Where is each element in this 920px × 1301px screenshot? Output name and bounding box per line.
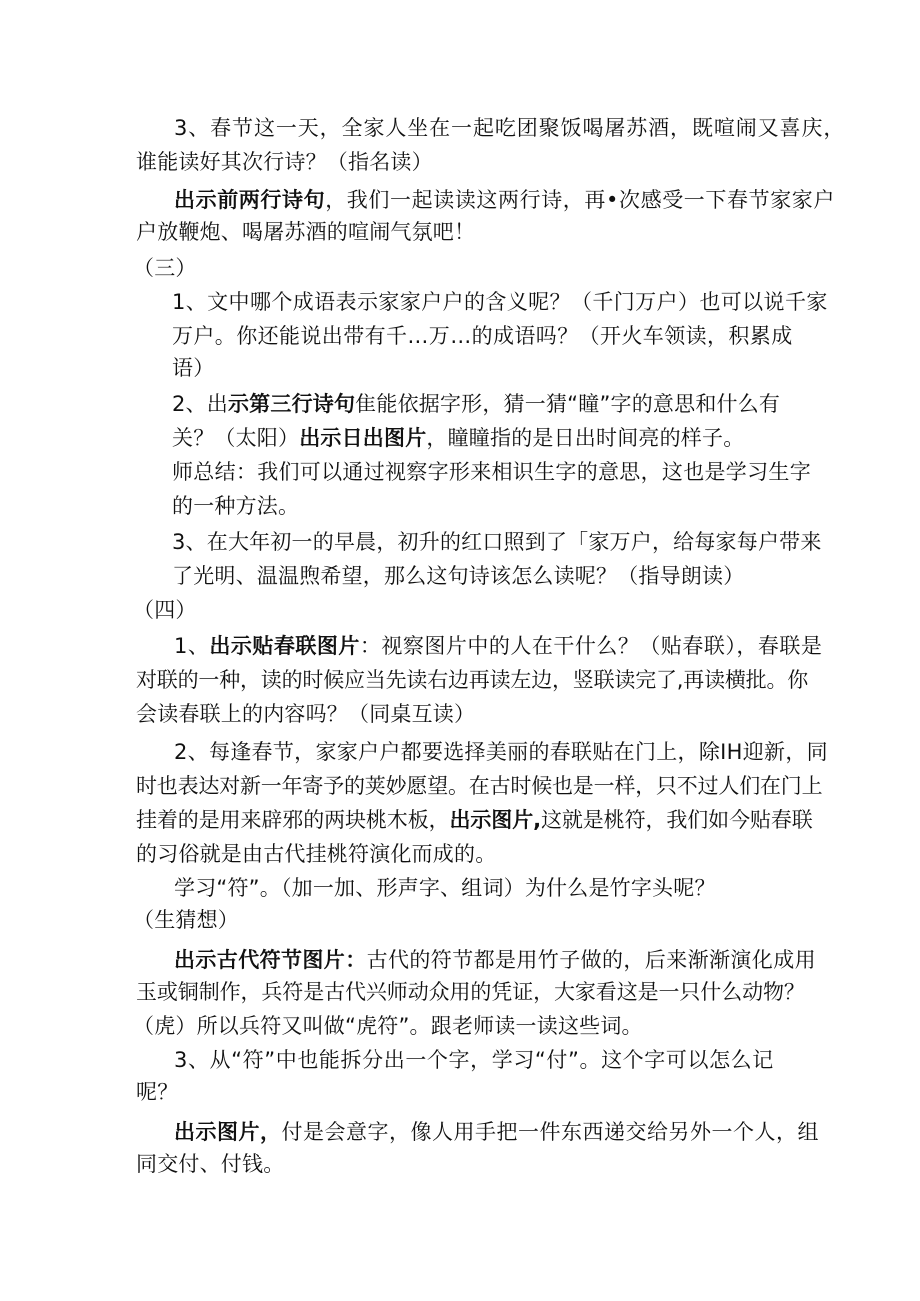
bold-phrase: 出示前两行诗句	[174, 188, 326, 212]
line-text: 时也表达对新一年寄予的荚妙愿望。在古时候也是一样，只不过人们在门上	[136, 774, 823, 798]
line-4	[136, 218, 475, 246]
line-text: 3、在大年初一的早晨，初升的红口照到了「家万户，给每家每户带来	[172, 530, 822, 554]
line-14	[172, 562, 744, 590]
section-heading-4	[133, 596, 197, 624]
line-text: 谁能读好其次行诗？（指名读）	[136, 150, 433, 174]
bold-phrase: 出示日出图片	[299, 426, 427, 450]
line-29	[136, 1078, 178, 1106]
line-text: 挂着的是用来辟邪的两块桃木板，	[136, 808, 450, 832]
line-3	[174, 186, 835, 214]
line-text: 学习“符”。（加一加、形声字、组词）为什么是竹字头呢？	[174, 876, 716, 900]
line-text: 关？（太阳）	[172, 426, 300, 450]
line-text: 付是会意字，像人用手把一件东西递交给另外一个人，组	[281, 1120, 819, 1144]
line-20	[136, 772, 822, 800]
line-24	[133, 906, 239, 934]
line-text: 古代的符节都是用竹子做的，后来渐渐演化成用	[366, 948, 817, 972]
line-2	[136, 148, 433, 176]
line-text: ：视察图片中的人在干什么？（贴春联），春联是	[359, 634, 823, 658]
line-8	[172, 354, 214, 382]
line-1	[174, 114, 845, 142]
bold-phrase: 出示古代符节图片：	[174, 948, 367, 972]
line-13	[172, 528, 822, 556]
line-text: 的一种方法。	[172, 494, 300, 518]
line-text: 会读春联上的内容吗？（同桌互读）	[136, 702, 476, 726]
line-text: （生猜想）	[133, 908, 239, 932]
bold-phrase: 示第三行诗句	[227, 392, 356, 416]
line-text: 隹能依据字形，猜一猜“瞳”字的意思和什么有	[355, 392, 781, 416]
section-heading-3	[133, 254, 197, 282]
line-text: 2、每逢春节，家家户户都要选择美丽的春联贴在门上，除IH迎新，同	[174, 740, 828, 764]
line-23	[174, 874, 716, 902]
line-text: （虎）所以兵符又叫做“虎符”。跟老师读一读这些词。	[133, 1014, 643, 1038]
line-22	[136, 840, 496, 868]
line-text: 同交付、付钱。	[136, 1152, 285, 1176]
line-10	[172, 424, 744, 452]
line-text: 3、从“符”中也能拆分出一个字，学习“付”。这个字可以怎么记	[174, 1048, 774, 1072]
line-text: （三）	[133, 256, 197, 280]
line-12	[172, 492, 299, 520]
line-text: 师总结：我们可以通过视察字形来相识生字的意思，这也是学习生字	[172, 460, 811, 484]
line-31	[136, 1150, 284, 1178]
line-text: 呢？	[136, 1080, 179, 1104]
line-7	[172, 322, 793, 350]
line-26	[136, 978, 805, 1006]
line-28	[174, 1046, 774, 1074]
bold-phrase: 出示图片,	[449, 808, 541, 832]
line-6	[172, 288, 828, 316]
line-18	[136, 700, 475, 728]
line-text: 玉或铜制作，兵符是古代兴师动众用的凭证，大家看这是一只什么动物？	[136, 980, 805, 1004]
line-text: 3、春节这一天，全家人坐在一起吃团聚饭喝屠苏酒，既喧闹又喜庆，	[174, 116, 846, 140]
line-text: 2、出	[172, 392, 228, 416]
line-text: 了光明、温温煦希望，那么这句诗该怎么读呢？（指导朗读）	[172, 564, 745, 588]
line-21	[136, 806, 813, 834]
line-27	[133, 1012, 643, 1040]
line-30	[174, 1118, 819, 1146]
line-text: 万户。你还能说出带有千…万…的成语吗？（开火车领读，积累成	[172, 324, 793, 348]
line-25	[174, 946, 816, 974]
line-11	[172, 458, 811, 486]
bold-phrase: 出示图片，	[174, 1120, 282, 1144]
line-text: 对联的一种，读的时候应当先读右边再读左边，竖联读完了,再读横批。你	[136, 668, 809, 692]
line-text: 的习俗就是由古代挂桃符演化而成的。	[136, 842, 497, 866]
line-text: 户放鞭炮、喝屠苏酒的喧闹气氛吧！	[136, 220, 476, 244]
line-text: ，瞳瞳指的是日出时间亮的样子。	[426, 426, 745, 450]
line-text: ，我们一起读读这两行诗，再•次感受一下春节家家户	[325, 188, 835, 212]
line-17	[136, 666, 808, 694]
line-text: （四）	[133, 598, 197, 622]
line-text: 这就是桃符，我们如今贴春联	[540, 808, 813, 832]
line-text: 1、文中哪个成语表示家家户户的含义呢？（千门万户）也可以说千家	[172, 290, 828, 314]
line-19	[174, 738, 828, 766]
line-9	[172, 390, 780, 418]
bold-phrase: 出示贴春联图片	[209, 634, 360, 658]
line-text: 语）	[172, 356, 215, 380]
line-text: 1、	[174, 634, 210, 658]
line-16	[174, 632, 822, 660]
